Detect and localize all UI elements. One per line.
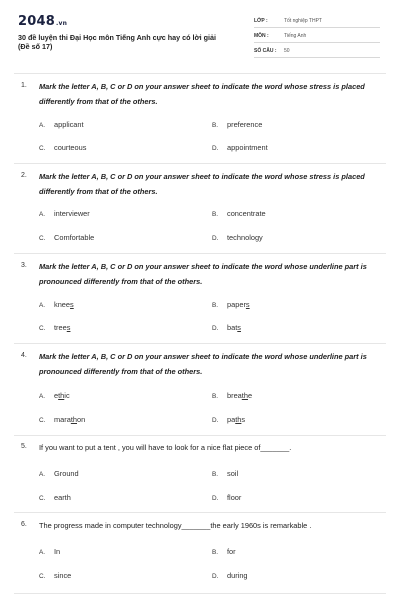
divider: [14, 253, 386, 254]
question-text: Mark the letter A, B, C or D on your answer sheet to indicate the word whose underline part is pronounced differently from that of the others.: [39, 262, 367, 286]
option-letter: C.: [39, 417, 46, 424]
logo-main: 2048: [18, 14, 55, 29]
underlined-part: th: [58, 391, 65, 400]
option-letter: D.: [212, 417, 219, 424]
option-text-end: e: [247, 391, 253, 400]
option-letter: A.: [39, 393, 46, 400]
divider: [14, 73, 386, 74]
option-letter: A.: [39, 302, 46, 309]
option-letter: B.: [212, 393, 219, 400]
question-number: 3.: [21, 262, 27, 269]
underlined-part: th: [241, 391, 248, 400]
meta-value: 50: [284, 48, 290, 54]
option-letter: B.: [212, 211, 219, 218]
option-letter: D.: [212, 145, 219, 152]
answer-option[interactable]: [39, 143, 86, 152]
answer-option[interactable]: [39, 120, 84, 129]
option-letter: B.: [212, 471, 219, 478]
meta-value: Tiếng Anh: [284, 33, 307, 39]
answer-option[interactable]: [39, 209, 90, 218]
meta-key: LỚP :: [254, 18, 268, 24]
question-text: If you want to put a tent , you will have to look for a nice flat piece of_______.: [39, 443, 292, 452]
option-letter: B.: [212, 302, 219, 309]
option-text: floor: [227, 493, 242, 502]
option-text-end: ic: [64, 391, 70, 400]
answer-option[interactable]: [39, 547, 60, 556]
answer-option[interactable]: [39, 233, 94, 242]
option-text: knee: [54, 300, 71, 309]
option-text: Comfortable: [54, 233, 95, 242]
option-letter: B.: [212, 122, 219, 129]
meta-row-subject: [254, 28, 380, 43]
underlined-part: s: [66, 323, 71, 332]
option-letter: D.: [212, 495, 219, 502]
document-title: [18, 33, 238, 51]
answer-option[interactable]: [39, 391, 70, 400]
option-letter: C.: [39, 573, 46, 580]
divider: [14, 435, 386, 436]
option-text: soil: [227, 469, 239, 478]
site-logo[interactable]: [18, 14, 67, 29]
meta-key: MÔN :: [254, 33, 269, 39]
option-text: mara: [54, 415, 71, 424]
option-text: since: [54, 571, 72, 580]
meta-row-question-count: [254, 43, 380, 58]
answer-option[interactable]: [212, 120, 262, 129]
option-letter: A.: [39, 471, 46, 478]
option-letter: D.: [212, 325, 219, 332]
answer-option[interactable]: [212, 415, 245, 424]
option-text: e: [54, 391, 59, 400]
answer-option[interactable]: [212, 209, 266, 218]
answer-option[interactable]: [212, 391, 252, 400]
underlined-part: s: [245, 300, 250, 309]
question-text: The progress made in computer technology_______the early 1960s is remarkable .: [39, 521, 312, 530]
option-text: tree: [54, 323, 67, 332]
option-letter: C.: [39, 235, 46, 242]
answer-option[interactable]: [212, 493, 241, 502]
answer-option[interactable]: [39, 415, 85, 424]
question-number: 1.: [21, 82, 27, 89]
divider: [14, 512, 386, 513]
option-letter: D.: [212, 573, 219, 580]
option-text: bat: [227, 323, 238, 332]
answer-option[interactable]: [212, 469, 238, 478]
option-text: concentrate: [227, 209, 266, 218]
option-text: appointment: [227, 143, 268, 152]
meta-row-grade: [254, 13, 380, 28]
option-text: courteous: [54, 143, 87, 152]
answer-option[interactable]: [39, 469, 79, 478]
option-letter: A.: [39, 122, 46, 129]
answer-option[interactable]: [39, 493, 71, 502]
option-text: pa: [227, 415, 236, 424]
meta-key: SỐ CÂU :: [254, 48, 277, 54]
divider: [14, 593, 386, 594]
option-text: preference: [227, 120, 263, 129]
option-text-end: on: [77, 415, 86, 424]
logo-suffix: .vn: [55, 20, 68, 27]
answer-option[interactable]: [39, 571, 71, 580]
answer-option[interactable]: [212, 547, 236, 556]
option-text: for: [227, 547, 236, 556]
answer-option[interactable]: [39, 323, 70, 332]
divider: [14, 163, 386, 164]
question-text: Mark the letter A, B, C or D on your answer sheet to indicate the word whose underline part is pronounced differently from that of the others.: [39, 352, 367, 376]
question-number: 4.: [21, 352, 27, 359]
document-title-line: 30 đề luyện thi Đại Học môn Tiếng Anh cực hay có lời giải: [18, 33, 217, 42]
underlined-part: s: [70, 300, 74, 309]
option-letter: B.: [212, 549, 219, 556]
answer-option[interactable]: [212, 233, 263, 242]
option-text-end: s: [241, 415, 246, 424]
question-text: Mark the letter A, B, C or D on your answer sheet to indicate the word whose stress is placed differently from that of the others.: [39, 172, 365, 196]
option-text: applicant: [54, 120, 84, 129]
option-letter: C.: [39, 495, 46, 502]
option-letter: A.: [39, 549, 46, 556]
page-header: [0, 0, 400, 66]
answer-option[interactable]: [212, 300, 250, 309]
underlined-part: s: [237, 323, 241, 332]
meta-value: Tốt nghiệp THPT: [284, 18, 322, 24]
option-text: during: [227, 571, 248, 580]
question-number: 2.: [21, 172, 27, 179]
option-letter: C.: [39, 325, 46, 332]
question-number: 5.: [21, 443, 27, 450]
option-text: In: [54, 547, 61, 556]
question-number: 6.: [21, 521, 27, 528]
answer-option[interactable]: [39, 300, 74, 309]
option-letter: D.: [212, 235, 219, 242]
option-letter: A.: [39, 211, 46, 218]
underlined-part: th: [70, 415, 78, 424]
option-text: Ground: [54, 469, 79, 478]
option-text: earth: [54, 493, 71, 502]
option-text: paper: [227, 300, 246, 309]
document-subtitle: (Đề số 17): [18, 42, 53, 51]
underlined-part: th: [235, 415, 242, 424]
option-text: brea: [227, 391, 242, 400]
answer-option[interactable]: [212, 571, 248, 580]
option-letter: C.: [39, 145, 46, 152]
option-text: interviewer: [54, 209, 90, 218]
answer-option[interactable]: [212, 143, 268, 152]
answer-option[interactable]: [212, 323, 241, 332]
option-text: technology: [227, 233, 263, 242]
question-text: Mark the letter A, B, C or D on your answer sheet to indicate the word whose stress is placed differently from that of the others.: [39, 82, 365, 106]
divider: [14, 343, 386, 344]
